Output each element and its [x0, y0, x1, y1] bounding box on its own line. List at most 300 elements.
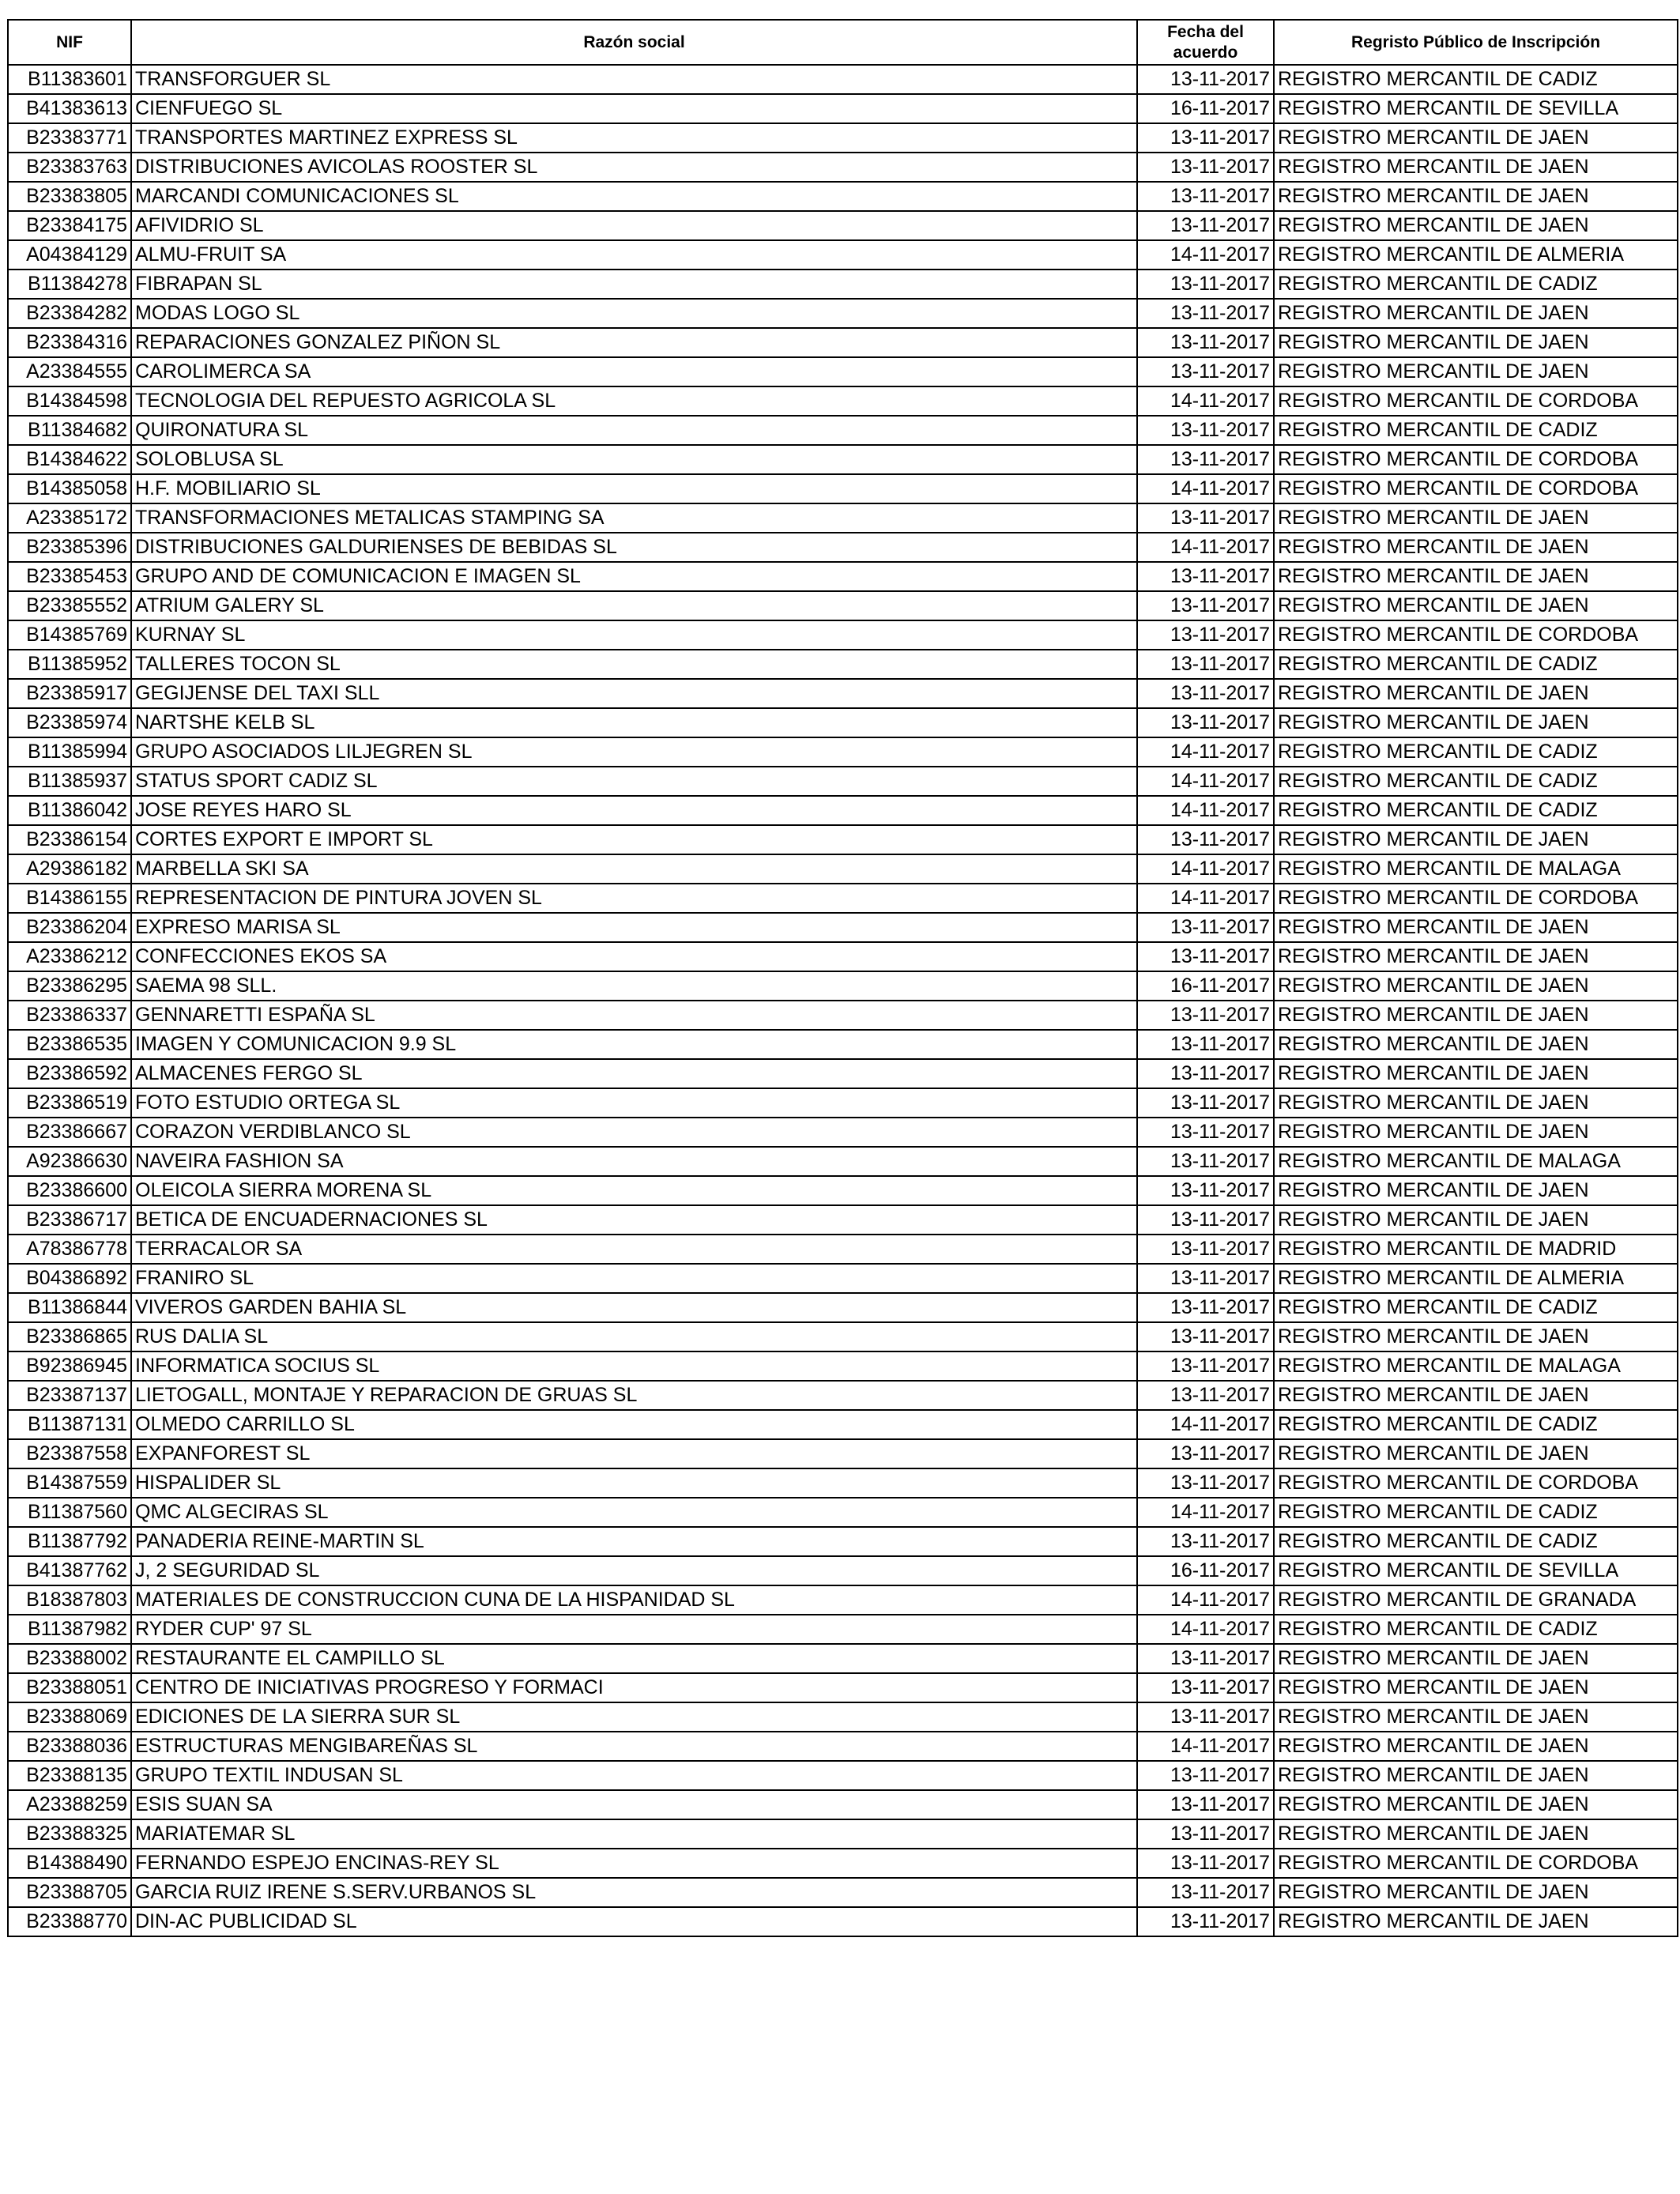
cell-nif: B23385974	[8, 708, 131, 737]
cell-fecha-acuerdo: 13-11-2017	[1137, 942, 1274, 971]
cell-razon-social: J, 2 SEGURIDAD SL	[131, 1556, 1137, 1585]
cell-nif: B23388135	[8, 1761, 131, 1790]
cell-razon-social: GEGIJENSE DEL TAXI SLL	[131, 679, 1137, 708]
cell-registro: REGISTRO MERCANTIL DE JAEN	[1274, 1673, 1678, 1702]
cell-fecha-acuerdo: 13-11-2017	[1137, 1439, 1274, 1468]
cell-fecha-acuerdo: 13-11-2017	[1137, 562, 1274, 591]
cell-razon-social: EXPRESO MARISA SL	[131, 913, 1137, 942]
cell-fecha-acuerdo: 13-11-2017	[1137, 1088, 1274, 1118]
cell-registro: REGISTRO MERCANTIL DE JAEN	[1274, 1381, 1678, 1410]
cell-fecha-acuerdo: 14-11-2017	[1137, 796, 1274, 825]
table-row	[8, 1468, 1678, 1498]
cell-nif: B23386154	[8, 825, 131, 854]
table-row	[8, 240, 1678, 270]
cell-registro: REGISTRO MERCANTIL DE JAEN	[1274, 562, 1678, 591]
table-row	[8, 1264, 1678, 1293]
table-row	[8, 1615, 1678, 1644]
cell-nif: B23386535	[8, 1030, 131, 1059]
cell-registro: REGISTRO MERCANTIL DE JAEN	[1274, 503, 1678, 533]
cell-razon-social: RUS DALIA SL	[131, 1322, 1137, 1351]
cell-nif: B14386155	[8, 884, 131, 913]
cell-razon-social: DIN-AC PUBLICIDAD SL	[131, 1907, 1137, 1936]
table-row	[8, 1732, 1678, 1761]
cell-registro: REGISTRO MERCANTIL DE CORDOBA	[1274, 1468, 1678, 1498]
cell-nif: B23384316	[8, 328, 131, 357]
companies-table	[7, 19, 1678, 1937]
table-row	[8, 153, 1678, 182]
cell-fecha-acuerdo: 13-11-2017	[1137, 679, 1274, 708]
cell-fecha-acuerdo: 13-11-2017	[1137, 1381, 1274, 1410]
table-row	[8, 1293, 1678, 1322]
table-row	[8, 1498, 1678, 1527]
header-registro: Regristo Público de Inscripción	[1274, 20, 1678, 65]
cell-registro: REGISTRO MERCANTIL DE JAEN	[1274, 591, 1678, 620]
cell-razon-social: TRANSFORMACIONES METALICAS STAMPING SA	[131, 503, 1137, 533]
cell-nif: B11383601	[8, 65, 131, 94]
cell-fecha-acuerdo: 13-11-2017	[1137, 1673, 1274, 1702]
cell-fecha-acuerdo: 13-11-2017	[1137, 270, 1274, 299]
table-row	[8, 445, 1678, 474]
table-row	[8, 1088, 1678, 1118]
cell-fecha-acuerdo: 16-11-2017	[1137, 94, 1274, 123]
cell-registro: REGISTRO MERCANTIL DE CORDOBA	[1274, 474, 1678, 503]
cell-razon-social: TECNOLOGIA DEL REPUESTO AGRICOLA SL	[131, 386, 1137, 416]
cell-nif: A92386630	[8, 1147, 131, 1176]
cell-fecha-acuerdo: 13-11-2017	[1137, 416, 1274, 445]
cell-registro: REGISTRO MERCANTIL DE JAEN	[1274, 825, 1678, 854]
cell-razon-social: GRUPO AND DE COMUNICACION E IMAGEN SL	[131, 562, 1137, 591]
cell-nif: B23384175	[8, 211, 131, 240]
cell-registro: REGISTRO MERCANTIL DE CADIZ	[1274, 1615, 1678, 1644]
cell-nif: B11385937	[8, 767, 131, 796]
cell-nif: B11386042	[8, 796, 131, 825]
table-row	[8, 182, 1678, 211]
table-body	[8, 65, 1678, 1936]
cell-nif: B23386295	[8, 971, 131, 1001]
cell-fecha-acuerdo: 13-11-2017	[1137, 299, 1274, 328]
cell-razon-social: OLMEDO CARRILLO SL	[131, 1410, 1137, 1439]
cell-razon-social: GENNARETTI ESPAÑA SL	[131, 1001, 1137, 1030]
cell-fecha-acuerdo: 13-11-2017	[1137, 1351, 1274, 1381]
cell-registro: REGISTRO MERCANTIL DE MALAGA	[1274, 1351, 1678, 1381]
cell-registro: REGISTRO MERCANTIL DE JAEN	[1274, 299, 1678, 328]
cell-fecha-acuerdo: 13-11-2017	[1137, 503, 1274, 533]
cell-nif: B11387560	[8, 1498, 131, 1527]
cell-razon-social: TALLERES TOCON SL	[131, 650, 1137, 679]
cell-registro: REGISTRO MERCANTIL DE CADIZ	[1274, 65, 1678, 94]
cell-nif: B23386865	[8, 1322, 131, 1351]
table-row	[8, 854, 1678, 884]
cell-razon-social: DISTRIBUCIONES GALDURIENSES DE BEBIDAS SL	[131, 533, 1137, 562]
cell-razon-social: CORTES EXPORT E IMPORT SL	[131, 825, 1137, 854]
cell-razon-social: MATERIALES DE CONSTRUCCION CUNA DE LA HISPANIDAD SL	[131, 1585, 1137, 1615]
cell-razon-social: SAEMA 98 SLL.	[131, 971, 1137, 1001]
cell-nif: A23388259	[8, 1790, 131, 1819]
table-row	[8, 1235, 1678, 1264]
table-row	[8, 1030, 1678, 1059]
cell-razon-social: AFIVIDRIO SL	[131, 211, 1137, 240]
cell-nif: B14385769	[8, 620, 131, 650]
cell-razon-social: HISPALIDER SL	[131, 1468, 1137, 1498]
cell-razon-social: REPARACIONES GONZALEZ PIÑON SL	[131, 328, 1137, 357]
cell-nif: B23388705	[8, 1878, 131, 1907]
table-row	[8, 1118, 1678, 1147]
cell-fecha-acuerdo: 14-11-2017	[1137, 1732, 1274, 1761]
cell-fecha-acuerdo: 13-11-2017	[1137, 1702, 1274, 1732]
table-row	[8, 416, 1678, 445]
cell-nif: B23386337	[8, 1001, 131, 1030]
cell-registro: REGISTRO MERCANTIL DE CADIZ	[1274, 270, 1678, 299]
cell-nif: B11384682	[8, 416, 131, 445]
cell-fecha-acuerdo: 13-11-2017	[1137, 211, 1274, 240]
header-row	[8, 20, 1678, 65]
cell-razon-social: TRANSFORGUER SL	[131, 65, 1137, 94]
cell-fecha-acuerdo: 13-11-2017	[1137, 1030, 1274, 1059]
cell-razon-social: ALMU-FRUIT SA	[131, 240, 1137, 270]
table-row	[8, 913, 1678, 942]
cell-nif: B23385453	[8, 562, 131, 591]
cell-nif: B23385552	[8, 591, 131, 620]
cell-fecha-acuerdo: 13-11-2017	[1137, 708, 1274, 737]
cell-razon-social: FIBRAPAN SL	[131, 270, 1137, 299]
cell-razon-social: CIENFUEGO SL	[131, 94, 1137, 123]
cell-razon-social: MODAS LOGO SL	[131, 299, 1137, 328]
cell-nif: B18387803	[8, 1585, 131, 1615]
cell-razon-social: ESTRUCTURAS MENGIBAREÑAS SL	[131, 1732, 1137, 1761]
cell-nif: B23388069	[8, 1702, 131, 1732]
cell-razon-social: CENTRO DE INICIATIVAS PROGRESO Y FORMACI	[131, 1673, 1137, 1702]
cell-razon-social: ALMACENES FERGO SL	[131, 1059, 1137, 1088]
cell-razon-social: JOSE REYES HARO SL	[131, 796, 1137, 825]
cell-razon-social: TRANSPORTES MARTINEZ EXPRESS SL	[131, 123, 1137, 153]
table-row	[8, 1819, 1678, 1849]
table-row	[8, 1556, 1678, 1585]
cell-fecha-acuerdo: 13-11-2017	[1137, 1849, 1274, 1878]
cell-razon-social: GARCIA RUIZ IRENE S.SERV.URBANOS SL	[131, 1878, 1137, 1907]
cell-registro: REGISTRO MERCANTIL DE JAEN	[1274, 1702, 1678, 1732]
cell-nif: B23388002	[8, 1644, 131, 1673]
cell-razon-social: GRUPO TEXTIL INDUSAN SL	[131, 1761, 1137, 1790]
cell-razon-social: STATUS SPORT CADIZ SL	[131, 767, 1137, 796]
table-row	[8, 503, 1678, 533]
cell-razon-social: KURNAY SL	[131, 620, 1137, 650]
cell-fecha-acuerdo: 13-11-2017	[1137, 328, 1274, 357]
cell-registro: REGISTRO MERCANTIL DE JAEN	[1274, 1001, 1678, 1030]
cell-registro: REGISTRO MERCANTIL DE JAEN	[1274, 1322, 1678, 1351]
table-row	[8, 942, 1678, 971]
cell-nif: A04384129	[8, 240, 131, 270]
cell-registro: REGISTRO MERCANTIL DE CADIZ	[1274, 767, 1678, 796]
cell-fecha-acuerdo: 13-11-2017	[1137, 591, 1274, 620]
cell-registro: REGISTRO MERCANTIL DE CORDOBA	[1274, 386, 1678, 416]
cell-fecha-acuerdo: 14-11-2017	[1137, 854, 1274, 884]
cell-razon-social: GRUPO ASOCIADOS LILJEGREN SL	[131, 737, 1137, 767]
cell-registro: REGISTRO MERCANTIL DE CADIZ	[1274, 650, 1678, 679]
table-row	[8, 971, 1678, 1001]
table-row	[8, 474, 1678, 503]
table-row	[8, 679, 1678, 708]
cell-fecha-acuerdo: 13-11-2017	[1137, 445, 1274, 474]
table-row	[8, 825, 1678, 854]
table-row	[8, 299, 1678, 328]
cell-nif: B23383805	[8, 182, 131, 211]
table-row	[8, 562, 1678, 591]
cell-fecha-acuerdo: 13-11-2017	[1137, 825, 1274, 854]
cell-fecha-acuerdo: 13-11-2017	[1137, 1644, 1274, 1673]
table-row	[8, 1351, 1678, 1381]
table-row	[8, 796, 1678, 825]
cell-nif: B23387137	[8, 1381, 131, 1410]
cell-nif: B23388036	[8, 1732, 131, 1761]
cell-razon-social: ATRIUM GALERY SL	[131, 591, 1137, 620]
cell-razon-social: NARTSHE KELB SL	[131, 708, 1137, 737]
cell-nif: B11386844	[8, 1293, 131, 1322]
cell-registro: REGISTRO MERCANTIL DE JAEN	[1274, 1790, 1678, 1819]
cell-nif: B23385917	[8, 679, 131, 708]
table-row	[8, 94, 1678, 123]
cell-razon-social: QUIRONATURA SL	[131, 416, 1137, 445]
table-row	[8, 386, 1678, 416]
cell-registro: REGISTRO MERCANTIL DE JAEN	[1274, 1088, 1678, 1118]
cell-fecha-acuerdo: 14-11-2017	[1137, 1615, 1274, 1644]
table-row	[8, 211, 1678, 240]
cell-registro: REGISTRO MERCANTIL DE MALAGA	[1274, 854, 1678, 884]
cell-nif: B23384282	[8, 299, 131, 328]
cell-razon-social: OLEICOLA SIERRA MORENA SL	[131, 1176, 1137, 1205]
cell-nif: B11387982	[8, 1615, 131, 1644]
cell-razon-social: EDICIONES DE LA SIERRA SUR SL	[131, 1702, 1137, 1732]
table-row	[8, 620, 1678, 650]
table-row	[8, 65, 1678, 94]
header-razon-social: Razón social	[131, 20, 1137, 65]
cell-fecha-acuerdo: 13-11-2017	[1137, 1527, 1274, 1556]
cell-fecha-acuerdo: 13-11-2017	[1137, 1118, 1274, 1147]
table-row	[8, 1644, 1678, 1673]
table-row	[8, 1673, 1678, 1702]
cell-registro: REGISTRO MERCANTIL DE SEVILLA	[1274, 1556, 1678, 1585]
cell-registro: REGISTRO MERCANTIL DE JAEN	[1274, 1118, 1678, 1147]
cell-registro: REGISTRO MERCANTIL DE JAEN	[1274, 942, 1678, 971]
cell-registro: REGISTRO MERCANTIL DE CADIZ	[1274, 796, 1678, 825]
cell-fecha-acuerdo: 13-11-2017	[1137, 153, 1274, 182]
cell-fecha-acuerdo: 14-11-2017	[1137, 474, 1274, 503]
cell-registro: REGISTRO MERCANTIL DE CADIZ	[1274, 1410, 1678, 1439]
cell-fecha-acuerdo: 16-11-2017	[1137, 1556, 1274, 1585]
cell-registro: REGISTRO MERCANTIL DE JAEN	[1274, 1176, 1678, 1205]
header-fecha-acuerdo	[1137, 20, 1274, 65]
cell-registro: REGISTRO MERCANTIL DE CORDOBA	[1274, 620, 1678, 650]
cell-registro: REGISTRO MERCANTIL DE JAEN	[1274, 913, 1678, 942]
cell-fecha-acuerdo: 14-11-2017	[1137, 386, 1274, 416]
cell-registro: REGISTRO MERCANTIL DE JAEN	[1274, 357, 1678, 386]
cell-razon-social: FRANIRO SL	[131, 1264, 1137, 1293]
cell-registro: REGISTRO MERCANTIL DE JAEN	[1274, 1878, 1678, 1907]
table-row	[8, 650, 1678, 679]
cell-razon-social: IMAGEN Y COMUNICACION 9.9 SL	[131, 1030, 1137, 1059]
table-row	[8, 1907, 1678, 1936]
cell-registro: REGISTRO MERCANTIL DE CADIZ	[1274, 737, 1678, 767]
table-row	[8, 884, 1678, 913]
table-row	[8, 1147, 1678, 1176]
table-row	[8, 708, 1678, 737]
table-row	[8, 1761, 1678, 1790]
cell-nif: B11384278	[8, 270, 131, 299]
table-row	[8, 1790, 1678, 1819]
cell-razon-social: ESIS SUAN SA	[131, 1790, 1137, 1819]
cell-fecha-acuerdo: 14-11-2017	[1137, 1410, 1274, 1439]
cell-razon-social: MARCANDI COMUNICACIONES SL	[131, 182, 1137, 211]
cell-registro: REGISTRO MERCANTIL DE CORDOBA	[1274, 445, 1678, 474]
cell-nif: B23386592	[8, 1059, 131, 1088]
cell-registro: REGISTRO MERCANTIL DE ALMERIA	[1274, 240, 1678, 270]
cell-fecha-acuerdo: 13-11-2017	[1137, 1322, 1274, 1351]
cell-nif: B23383771	[8, 123, 131, 153]
cell-razon-social: VIVEROS GARDEN BAHIA SL	[131, 1293, 1137, 1322]
table-row	[8, 1205, 1678, 1235]
cell-registro: REGISTRO MERCANTIL DE JAEN	[1274, 1907, 1678, 1936]
cell-fecha-acuerdo: 14-11-2017	[1137, 1585, 1274, 1615]
cell-nif: B23388325	[8, 1819, 131, 1849]
cell-registro: REGISTRO MERCANTIL DE SEVILLA	[1274, 94, 1678, 123]
cell-registro: REGISTRO MERCANTIL DE JAEN	[1274, 708, 1678, 737]
cell-nif: A29386182	[8, 854, 131, 884]
cell-registro: REGISTRO MERCANTIL DE JAEN	[1274, 533, 1678, 562]
cell-razon-social: MARBELLA SKI SA	[131, 854, 1137, 884]
cell-razon-social: TERRACALOR SA	[131, 1235, 1137, 1264]
cell-fecha-acuerdo: 13-11-2017	[1137, 1819, 1274, 1849]
cell-registro: REGISTRO MERCANTIL DE JAEN	[1274, 1732, 1678, 1761]
cell-fecha-acuerdo: 16-11-2017	[1137, 971, 1274, 1001]
cell-nif: B14387559	[8, 1468, 131, 1498]
cell-razon-social: PANADERIA REINE-MARTIN SL	[131, 1527, 1137, 1556]
cell-nif: A23384555	[8, 357, 131, 386]
cell-registro: REGISTRO MERCANTIL DE MALAGA	[1274, 1147, 1678, 1176]
cell-fecha-acuerdo: 14-11-2017	[1137, 737, 1274, 767]
cell-razon-social: MARIATEMAR SL	[131, 1819, 1137, 1849]
cell-nif: B11385994	[8, 737, 131, 767]
cell-nif: B23388051	[8, 1673, 131, 1702]
cell-fecha-acuerdo: 13-11-2017	[1137, 182, 1274, 211]
cell-nif: B23385396	[8, 533, 131, 562]
table-row	[8, 328, 1678, 357]
header-nif: NIF	[8, 20, 131, 65]
cell-nif: B11387792	[8, 1527, 131, 1556]
cell-razon-social: BETICA DE ENCUADERNACIONES SL	[131, 1205, 1137, 1235]
cell-nif: B14384622	[8, 445, 131, 474]
cell-razon-social: RESTAURANTE EL CAMPILLO SL	[131, 1644, 1137, 1673]
cell-fecha-acuerdo: 14-11-2017	[1137, 767, 1274, 796]
table-row	[8, 1176, 1678, 1205]
table-row	[8, 1439, 1678, 1468]
table-row	[8, 1527, 1678, 1556]
cell-fecha-acuerdo: 13-11-2017	[1137, 123, 1274, 153]
table-row	[8, 591, 1678, 620]
cell-fecha-acuerdo: 13-11-2017	[1137, 65, 1274, 94]
cell-fecha-acuerdo: 13-11-2017	[1137, 1176, 1274, 1205]
table-row	[8, 1059, 1678, 1088]
cell-registro: REGISTRO MERCANTIL DE JAEN	[1274, 182, 1678, 211]
cell-fecha-acuerdo: 13-11-2017	[1137, 620, 1274, 650]
cell-nif: B23386667	[8, 1118, 131, 1147]
cell-razon-social: EXPANFOREST SL	[131, 1439, 1137, 1468]
cell-registro: REGISTRO MERCANTIL DE CADIZ	[1274, 1293, 1678, 1322]
table-row	[8, 270, 1678, 299]
cell-fecha-acuerdo: 14-11-2017	[1137, 533, 1274, 562]
cell-fecha-acuerdo: 13-11-2017	[1137, 1790, 1274, 1819]
cell-fecha-acuerdo: 13-11-2017	[1137, 1907, 1274, 1936]
cell-fecha-acuerdo: 14-11-2017	[1137, 1498, 1274, 1527]
cell-nif: B11387131	[8, 1410, 131, 1439]
cell-nif: B41387762	[8, 1556, 131, 1585]
cell-nif: B14385058	[8, 474, 131, 503]
cell-fecha-acuerdo: 13-11-2017	[1137, 1293, 1274, 1322]
table-row	[8, 1585, 1678, 1615]
table-row	[8, 533, 1678, 562]
cell-nif: B11385952	[8, 650, 131, 679]
table-row	[8, 1702, 1678, 1732]
cell-nif: B04386892	[8, 1264, 131, 1293]
cell-registro: REGISTRO MERCANTIL DE JAEN	[1274, 679, 1678, 708]
cell-razon-social: RYDER CUP' 97 SL	[131, 1615, 1137, 1644]
cell-registro: REGISTRO MERCANTIL DE CORDOBA	[1274, 1849, 1678, 1878]
cell-registro: REGISTRO MERCANTIL DE JAEN	[1274, 1030, 1678, 1059]
cell-razon-social: H.F. MOBILIARIO SL	[131, 474, 1137, 503]
table-row	[8, 1849, 1678, 1878]
cell-registro: REGISTRO MERCANTIL DE JAEN	[1274, 1644, 1678, 1673]
cell-registro: REGISTRO MERCANTIL DE JAEN	[1274, 211, 1678, 240]
cell-registro: REGISTRO MERCANTIL DE MADRID	[1274, 1235, 1678, 1264]
cell-razon-social: FERNANDO ESPEJO ENCINAS-REY SL	[131, 1849, 1137, 1878]
cell-razon-social: LIETOGALL, MONTAJE Y REPARACION DE GRUAS SL	[131, 1381, 1137, 1410]
table-row	[8, 1381, 1678, 1410]
cell-razon-social: REPRESENTACION DE PINTURA JOVEN SL	[131, 884, 1137, 913]
cell-fecha-acuerdo: 13-11-2017	[1137, 357, 1274, 386]
cell-nif: B23383763	[8, 153, 131, 182]
cell-registro: REGISTRO MERCANTIL DE CADIZ	[1274, 1498, 1678, 1527]
cell-nif: B23386600	[8, 1176, 131, 1205]
table-row	[8, 767, 1678, 796]
table-row	[8, 357, 1678, 386]
cell-nif: B92386945	[8, 1351, 131, 1381]
cell-nif: B14388490	[8, 1849, 131, 1878]
cell-fecha-acuerdo: 13-11-2017	[1137, 1468, 1274, 1498]
cell-fecha-acuerdo: 13-11-2017	[1137, 650, 1274, 679]
cell-registro: REGISTRO MERCANTIL DE JAEN	[1274, 123, 1678, 153]
cell-razon-social: FOTO ESTUDIO ORTEGA SL	[131, 1088, 1137, 1118]
cell-fecha-acuerdo: 13-11-2017	[1137, 1878, 1274, 1907]
header-fecha-line2: acuerdo	[1173, 43, 1238, 62]
cell-fecha-acuerdo: 13-11-2017	[1137, 1264, 1274, 1293]
table-row	[8, 1322, 1678, 1351]
cell-razon-social: INFORMATICA SOCIUS SL	[131, 1351, 1137, 1381]
cell-registro: REGISTRO MERCANTIL DE JAEN	[1274, 153, 1678, 182]
cell-razon-social: NAVEIRA FASHION SA	[131, 1147, 1137, 1176]
cell-fecha-acuerdo: 14-11-2017	[1137, 884, 1274, 913]
cell-fecha-acuerdo: 13-11-2017	[1137, 1761, 1274, 1790]
cell-nif: B23386717	[8, 1205, 131, 1235]
table-row	[8, 1001, 1678, 1030]
cell-fecha-acuerdo: 13-11-2017	[1137, 1001, 1274, 1030]
cell-registro: REGISTRO MERCANTIL DE JAEN	[1274, 1761, 1678, 1790]
cell-fecha-acuerdo: 14-11-2017	[1137, 240, 1274, 270]
cell-nif: A78386778	[8, 1235, 131, 1264]
cell-registro: REGISTRO MERCANTIL DE ALMERIA	[1274, 1264, 1678, 1293]
cell-registro: REGISTRO MERCANTIL DE JAEN	[1274, 1439, 1678, 1468]
table-row	[8, 737, 1678, 767]
cell-registro: REGISTRO MERCANTIL DE JAEN	[1274, 1059, 1678, 1088]
cell-nif: B23387558	[8, 1439, 131, 1468]
cell-razon-social: QMC ALGECIRAS SL	[131, 1498, 1137, 1527]
